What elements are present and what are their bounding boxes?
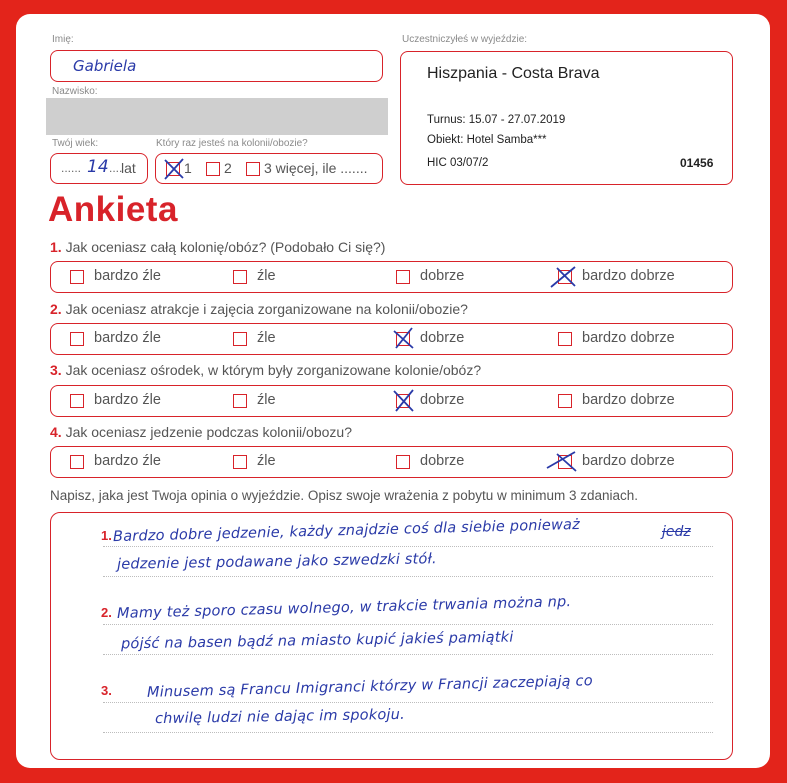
- times-checkbox-1[interactable]: [166, 162, 180, 176]
- age-dots-right: ....: [109, 161, 123, 175]
- q3-option-bardzo-dobrze: bardzo dobrze: [582, 392, 675, 408]
- q4-option-bardzo-zle: bardzo źle: [94, 453, 161, 469]
- times-field: [155, 153, 383, 184]
- times-label: Który raz jesteś na kolonii/obozie?: [156, 138, 308, 149]
- question-4-answers: [50, 446, 733, 478]
- q3-checkbox-bardzo-dobrze[interactable]: [558, 394, 572, 408]
- times-checkbox-3[interactable]: [246, 162, 260, 176]
- times-option-2: 2: [224, 160, 232, 176]
- times-checkbox-2[interactable]: [206, 162, 220, 176]
- q1-checkbox-dobrze[interactable]: [396, 270, 410, 284]
- q2-checkbox-zle[interactable]: [233, 332, 247, 346]
- writing-line: [103, 546, 713, 547]
- opinion-3-line-2: chwilę ludzi nie dając im spokoju.: [154, 706, 406, 728]
- question-3-text: Jak oceniasz ośrodek, w którym były zorganizowane kolonie/obóz?: [65, 362, 482, 378]
- question-3: [50, 362, 481, 378]
- q1-option-zle: źle: [257, 268, 276, 284]
- check-cross-icon: [393, 390, 415, 412]
- age-value: 14: [87, 157, 109, 177]
- times-option-1: 1: [184, 160, 192, 176]
- q2-option-bardzo-dobrze: bardzo dobrze: [582, 330, 675, 346]
- q2-option-dobrze: dobrze: [420, 330, 465, 346]
- question-2-number: 2.: [50, 301, 62, 317]
- age-label: Twój wiek:: [52, 138, 99, 149]
- q1-checkbox-bardzo-zle[interactable]: [70, 270, 84, 284]
- writing-line: [103, 576, 713, 577]
- q3-checkbox-dobrze[interactable]: [396, 394, 410, 408]
- question-1-text: Jak oceniasz całą kolonię/obóz? (Podobało Ci się?): [65, 239, 386, 255]
- trip-destination: Hiszpania - Costa Brava: [427, 65, 600, 82]
- opinion-box[interactable]: [50, 512, 733, 760]
- q4-option-bardzo-dobrze: bardzo dobrze: [582, 453, 675, 469]
- name-label: Imię:: [52, 34, 74, 45]
- q4-checkbox-dobrze[interactable]: [396, 455, 410, 469]
- question-4-number: 4.: [50, 424, 62, 440]
- age-field[interactable]: [50, 153, 148, 184]
- opinion-1-number: 1.: [101, 528, 112, 543]
- q3-option-dobrze: dobrze: [420, 392, 465, 408]
- q4-option-zle: źle: [257, 453, 276, 469]
- q2-checkbox-bardzo-zle[interactable]: [70, 332, 84, 346]
- opinion-3-line-1: Minusem są Francu Imigranci którzy w Francji zaczepiają co: [146, 673, 594, 701]
- question-3-answers: [50, 385, 733, 417]
- question-4-text: Jak oceniasz jedzenie podczas kolonii/obozu?: [65, 424, 352, 440]
- q2-option-bardzo-zle: bardzo źle: [94, 330, 161, 346]
- q3-option-zle: źle: [257, 392, 276, 408]
- opinion-1-strike: jedz: [662, 524, 691, 540]
- age-dots-left: ......: [61, 161, 82, 175]
- question-1-number: 1.: [50, 239, 62, 255]
- check-cross-icon: [555, 266, 577, 288]
- opinion-2-line-1: Mamy też sporo czasu wolnego, w trakcie trwania można np.: [116, 594, 572, 622]
- question-2-answers: [50, 323, 733, 355]
- name-field[interactable]: [50, 50, 383, 82]
- times-option-3: 3 więcej, ile .......: [264, 160, 368, 176]
- q1-checkbox-bardzo-dobrze[interactable]: [558, 270, 572, 284]
- q4-checkbox-bardzo-zle[interactable]: [70, 455, 84, 469]
- opinion-2-number: 2.: [101, 605, 112, 620]
- trip-number: 01456: [680, 156, 714, 170]
- writing-line: [103, 702, 713, 703]
- surname-label: Nazwisko:: [52, 86, 98, 97]
- writing-line: [103, 732, 713, 733]
- question-3-number: 3.: [50, 362, 62, 378]
- check-cross-icon: [163, 158, 185, 180]
- age-unit: lat: [121, 160, 136, 176]
- question-2: [50, 301, 468, 317]
- q4-checkbox-bardzo-dobrze[interactable]: [558, 455, 572, 469]
- q3-checkbox-zle[interactable]: [233, 394, 247, 408]
- check-cross-icon: [555, 451, 577, 473]
- q4-option-dobrze: dobrze: [420, 453, 465, 469]
- question-4: [50, 424, 352, 440]
- trip-turnus: Turnus: 15.07 - 27.07.2019: [427, 114, 566, 126]
- q2-checkbox-bardzo-dobrze[interactable]: [558, 332, 572, 346]
- q1-option-bardzo-dobrze: bardzo dobrze: [582, 268, 675, 284]
- q2-option-zle: źle: [257, 330, 276, 346]
- q2-checkbox-dobrze[interactable]: [396, 332, 410, 346]
- question-1-answers: [50, 261, 733, 293]
- writing-line: [103, 624, 713, 625]
- q3-checkbox-bardzo-zle[interactable]: [70, 394, 84, 408]
- surname-redacted: [46, 98, 388, 135]
- q4-checkbox-zle[interactable]: [233, 455, 247, 469]
- opinion-3-number: 3.: [101, 683, 112, 698]
- survey-sheet: [16, 14, 770, 768]
- trip-label: Uczestniczyłeś w wyjeździe:: [402, 34, 528, 45]
- q1-option-dobrze: dobrze: [420, 268, 465, 284]
- opinion-prompt: Napisz, jaka jest Twoja opinia o wyjeździe. Opisz swoje wrażenia z pobytu w minimum 3 zdaniach.: [50, 488, 639, 503]
- trip-obiekt: Obiekt: Hotel Samba***: [427, 134, 547, 146]
- q3-option-bardzo-zle: bardzo źle: [94, 392, 161, 408]
- trip-box: [400, 51, 733, 185]
- trip-code: HIC 03/07/2: [427, 157, 489, 169]
- opinion-1-line-1: Bardzo dobre jedzenie, każdy znajdzie coś dla siebie ponieważ: [112, 516, 581, 546]
- q1-checkbox-zle[interactable]: [233, 270, 247, 284]
- question-2-text: Jak oceniasz atrakcje i zajęcia zorganizowane na kolonii/obozie?: [65, 301, 468, 317]
- name-value: Gabriela: [73, 57, 137, 75]
- question-1: [50, 239, 385, 255]
- check-cross-icon: [393, 328, 415, 350]
- survey-title: Ankieta: [48, 190, 178, 229]
- opinion-2-line-2: pójść na basen bądź na miasto kupić jakieś pamiątki: [120, 629, 514, 653]
- writing-line: [103, 654, 713, 655]
- opinion-1-line-2: jedzenie jest podawane jako szwedzki stół.: [116, 551, 437, 573]
- q1-option-bardzo-zle: bardzo źle: [94, 268, 161, 284]
